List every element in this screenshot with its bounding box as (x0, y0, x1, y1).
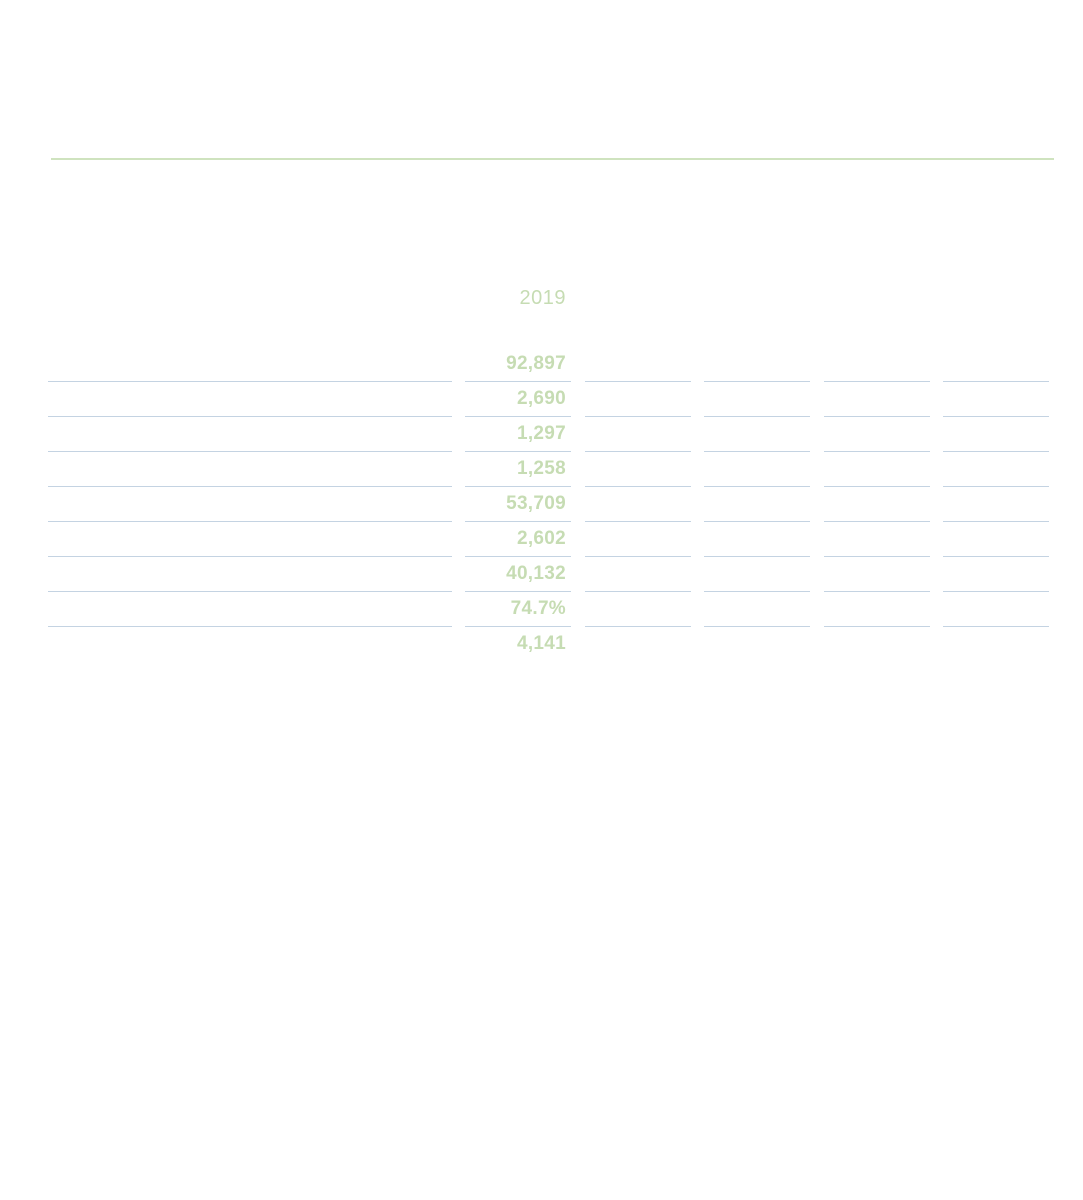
row-value: 2,602 (516, 528, 566, 549)
row-value: 92,897 (506, 353, 566, 374)
table-row (0, 452, 1083, 487)
table-row (0, 557, 1083, 592)
financial-table (0, 347, 1083, 662)
row-value: 1,297 (516, 423, 566, 444)
row-value: 2,690 (516, 388, 566, 409)
year-column-header: 2019 (519, 287, 566, 309)
row-value: 74.7% (510, 598, 566, 619)
row-value: 53,709 (506, 493, 566, 514)
table-row (0, 522, 1083, 557)
row-value: 4,141 (516, 633, 566, 654)
table-row (0, 417, 1083, 452)
top-divider (51, 158, 1054, 160)
table-row (0, 592, 1083, 627)
table-row (0, 627, 1083, 662)
row-value: 1,258 (516, 458, 566, 479)
row-value: 40,132 (506, 563, 566, 584)
table-row (0, 382, 1083, 417)
table-row (0, 347, 1083, 382)
table-row (0, 487, 1083, 522)
